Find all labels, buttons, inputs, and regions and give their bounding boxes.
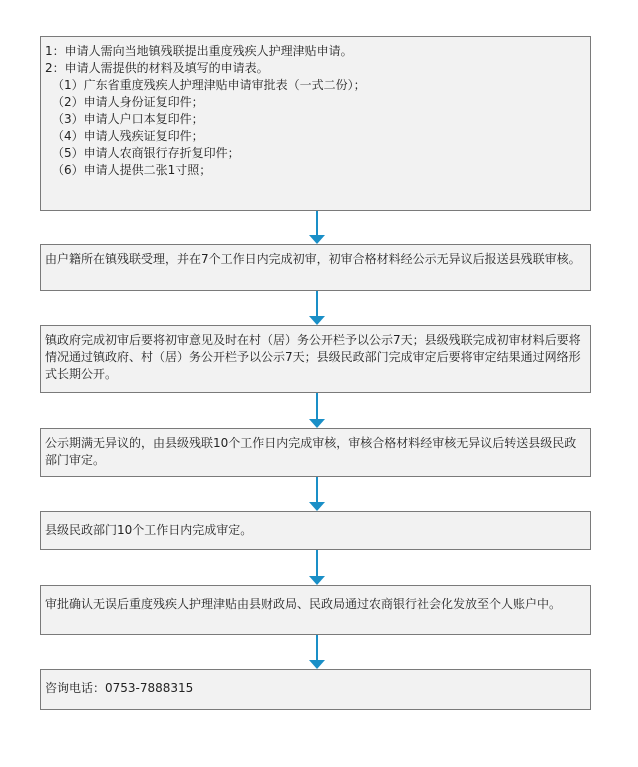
flow-arrow-5 xyxy=(309,550,325,585)
step-4-text: 公示期满无异议的，由县级残联10个工作日内完成审核，审核合格材料经审核无异议后转送县级民政部门审定。 xyxy=(45,436,577,467)
flow-arrow-4 xyxy=(309,477,325,511)
step-1-material-3: （3）申请人户口本复印件； xyxy=(52,112,204,126)
step-1-material-4: （4）申请人残疾证复印件； xyxy=(52,129,204,143)
step-1-material-5: （5）申请人农商银行存折复印件； xyxy=(52,146,240,160)
step-6-text: 审批确认无误后重度残疾人护理津贴由县财政局、民政局通过农商银行社会化发放至个人账户中。 xyxy=(45,597,562,611)
flow-arrow-2 xyxy=(309,291,325,325)
step-1-line-2: 2：申请人需提供的材料及填写的申请表。 xyxy=(45,61,269,75)
flow-arrow-1 xyxy=(309,211,325,244)
step-3-text: 镇政府完成初审后要将初审意见及时在村（居）务公开栏予以公示7天；县级残联完成初审材料后要将情况通过镇政府、村（居）务公开栏予以公示7天；县级民政部门完成审定后要将审定结果通过网络形式长期公开。 xyxy=(45,333,581,381)
consult-phone-text: 咨询电话：0753-7888315 xyxy=(45,681,194,695)
step-1-box xyxy=(40,36,591,211)
step-1-line-1: 1：申请人需向当地镇残联提出重度残疾人护理津贴申请。 xyxy=(45,44,353,58)
step-1-material-6: （6）申请人提供二张1寸照； xyxy=(52,163,212,177)
step-4-box xyxy=(40,428,591,477)
step-6-box xyxy=(40,585,591,635)
step-1-material-1: （1）广东省重度残疾人护理津贴申请审批表（一式二份）； xyxy=(52,78,366,92)
step-2-text: 由户籍所在镇残联受理，并在7个工作日内完成初审，初审合格材料经公示无异议后报送县残联审核。 xyxy=(45,252,581,266)
flow-arrow-6 xyxy=(309,635,325,669)
step-7-box xyxy=(40,669,591,710)
step-5-box xyxy=(40,511,591,550)
step-3-box xyxy=(40,325,591,393)
step-5-text: 县级民政部门10个工作日内完成审定。 xyxy=(45,523,253,537)
step-1-material-2: （2）申请人身份证复印件； xyxy=(52,95,204,109)
flow-arrow-3 xyxy=(309,393,325,428)
step-2-box xyxy=(40,244,591,291)
